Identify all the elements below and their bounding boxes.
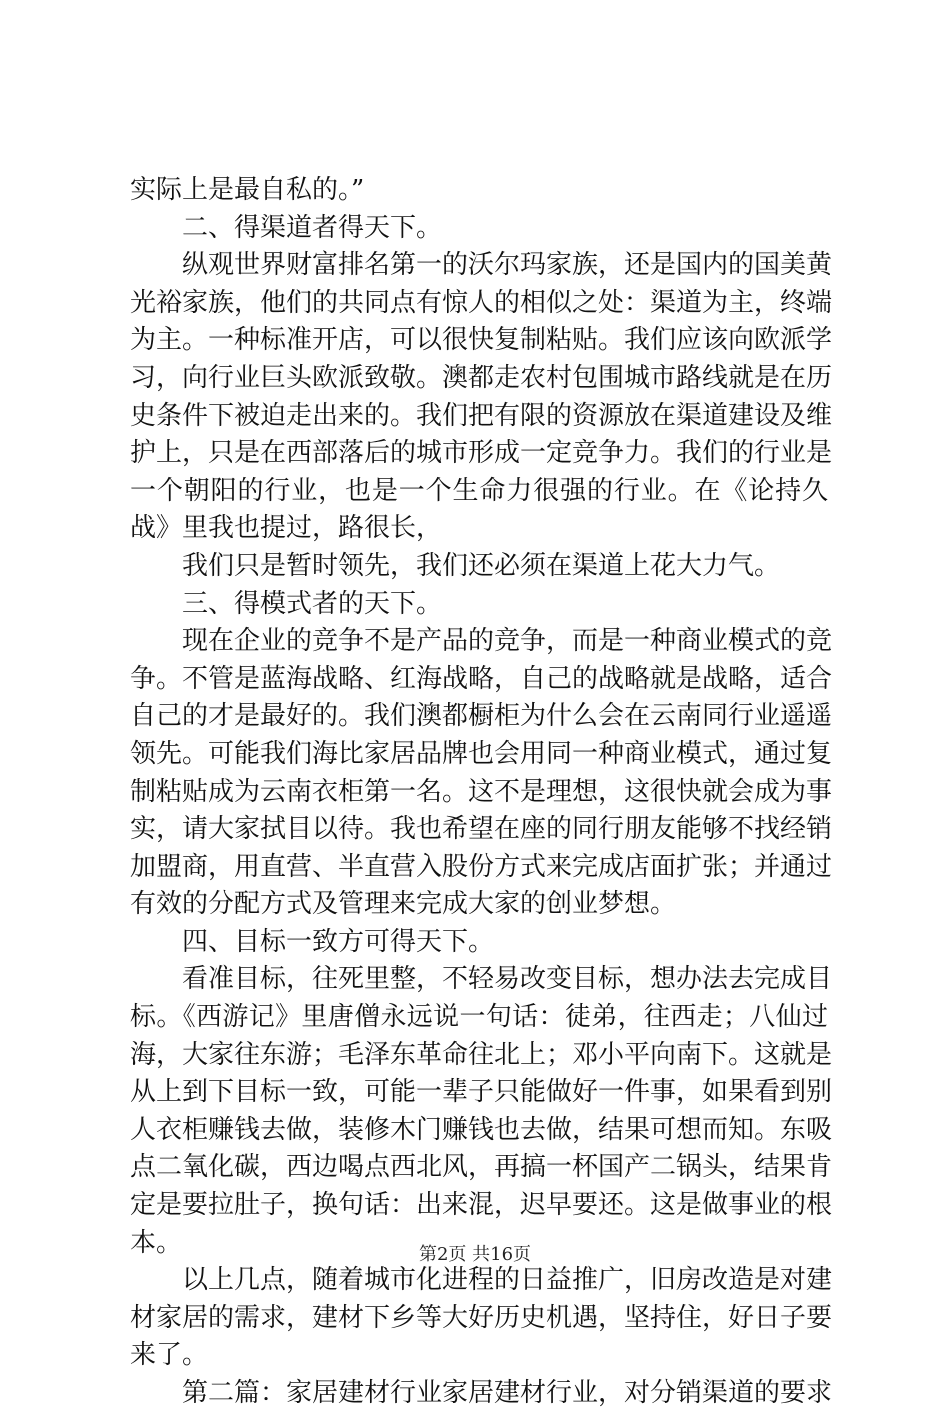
text-line: 我们只是暂时领先，我们还必须在渠道上花大力气。 — [182, 550, 781, 581]
page-number-footer: 第2页 共16页 — [418, 1244, 532, 1265]
text-line: 领先。可能我们海比家居品牌也会用同一种商业模式，通过复 — [130, 738, 833, 769]
body-text — [130, 172, 833, 1413]
section-heading: 三、得模式者的天下。 — [182, 588, 443, 619]
text-line: 为主。一种标准开店，可以很快复制粘贴。我们应该向欧派学 — [130, 325, 833, 356]
text-line: 习，向行业巨头欧派致敬。澳都走农村包围城市路线就是在历 — [130, 362, 833, 393]
text-line: 争。不管是蓝海战略、红海战略，自己的战略就是战略，适合 — [130, 663, 833, 694]
text-line: 加盟商，用直营、半直营入股份方式来完成店面扩张；并通过 — [130, 851, 833, 882]
text-line: 以上几点，随着城市化进程的日益推广，旧房改造是对建 — [182, 1265, 833, 1296]
section-heading: 四、目标一致方可得天下。 — [182, 926, 495, 957]
text-line: 一个朝阳的行业，也是一个生命力很强的行业。在《论持久 — [130, 475, 828, 506]
text-line: 来了。 — [130, 1340, 209, 1371]
text-line: 有效的分配方式及管理来完成大家的创业梦想。 — [130, 889, 677, 920]
text-line: 本。 — [130, 1227, 183, 1258]
text-line: 点二氧化碳，西边喝点西北风，再搞一杯国产二锅头，结果肯 — [130, 1152, 833, 1183]
text-line: 自己的才是最好的。我们澳都橱柜为什么会在云南同行业遥遥 — [130, 701, 833, 732]
text-line: 从上到下目标一致，可能一辈子只能做好一件事，如果看到别 — [130, 1077, 833, 1108]
text-line: 定是要拉肚子，换句话：出来混，迟早要还。这是做事业的根 — [130, 1190, 833, 1221]
text-line: 海，大家往东游；毛泽东革命往北上；邓小平向南下。这就是 — [130, 1039, 833, 1070]
text-line: 实，请大家拭目以待。我也希望在座的同行朋友能够不找经销 — [130, 814, 833, 845]
text-line: 战》里我也提过，路很长， — [130, 513, 443, 544]
section-heading: 二、得渠道者得天下。 — [182, 212, 443, 243]
text-line: 标。《西游记》里唐僧永远说一句话：徒弟，往西走；八仙过 — [130, 1002, 828, 1033]
text-line: 看准目标，往死里整，不轻易改变目标，想办法去完成目 — [182, 964, 833, 995]
section-heading: 第二篇：家居建材行业家居建材行业，对分销渠道的要求 — [182, 1378, 833, 1408]
text-line: 史条件下被迫走出来的。我们把有限的资源放在渠道建设及维 — [130, 400, 833, 431]
text-line: 纵观世界财富排名第一的沃尔玛家族，还是国内的国美黄 — [182, 250, 833, 281]
text-line: 人衣柜赚钱去做，装修木门赚钱也去做，结果可想而知。东吸 — [130, 1114, 833, 1145]
text-line: 制粘贴成为云南衣柜第一名。这不是理想，这很快就会成为事 — [130, 776, 833, 807]
text-line: 实际上是最自私的。” — [130, 175, 365, 205]
text-line: 现在企业的竞争不是产品的竞争，而是一种商业模式的竞 — [182, 626, 833, 657]
text-line: 光裕家族，他们的共同点有惊人的相似之处：渠道为主，终端 — [130, 287, 833, 318]
text-line: 材家居的需求，建材下乡等大好历史机遇，坚持住，好日子要 — [130, 1302, 833, 1333]
text-line: 护上，只是在西部落后的城市形成一定竞争力。我们的行业是 — [130, 438, 833, 469]
